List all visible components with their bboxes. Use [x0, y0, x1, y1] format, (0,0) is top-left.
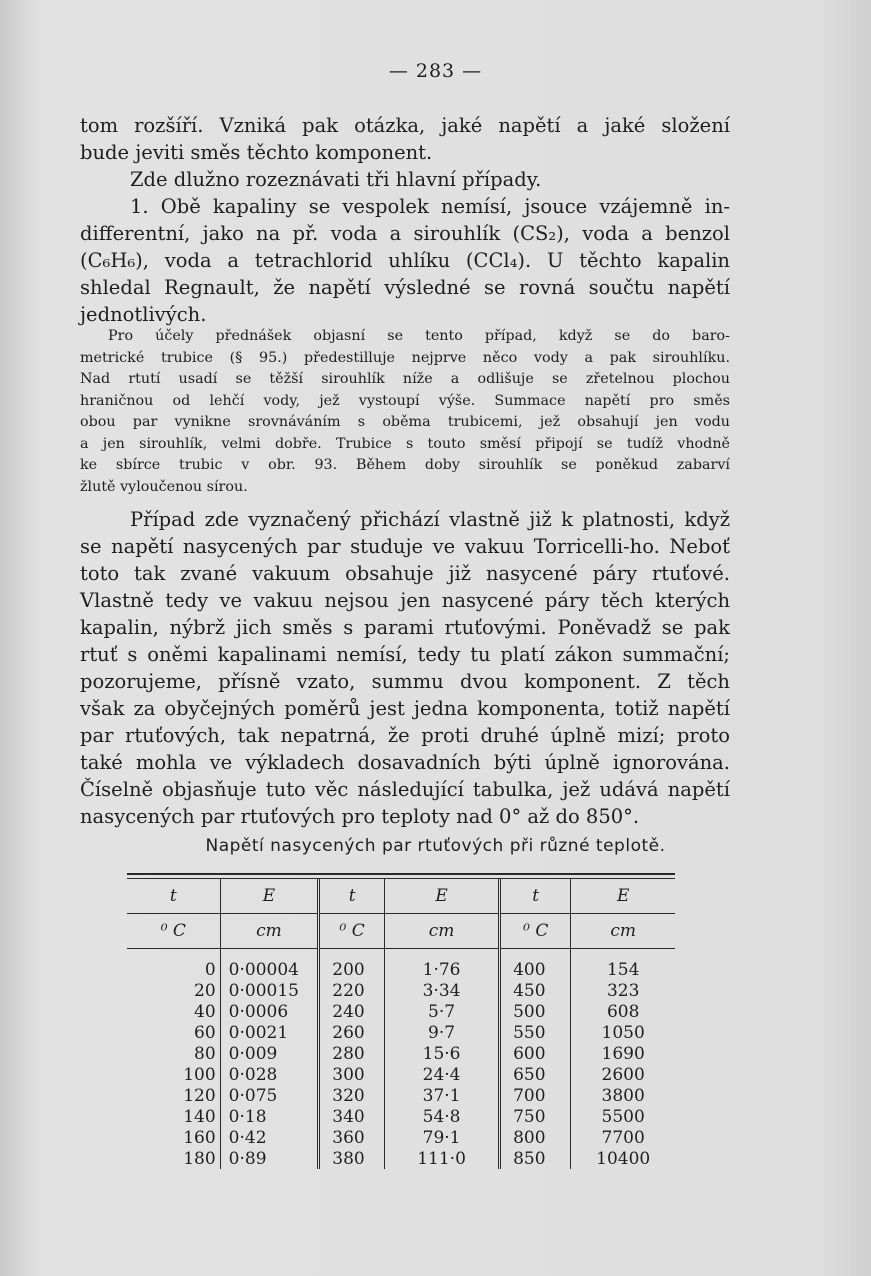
table-cell: 3·34: [385, 980, 500, 1001]
text-line: pozorujeme, přísně vzato, summu dvou komponent. Z těch: [80, 670, 730, 693]
table-cell: 0·009: [220, 1043, 319, 1064]
table-title: Napětí nasycených par rtuťových při různé teplotě.: [205, 836, 666, 856]
text-line: Zde dlužno rozeznávati tři hlavní případy.: [130, 168, 542, 191]
column-header: t: [500, 879, 571, 914]
table-cell: 0: [204, 959, 216, 980]
table-cell: 380: [319, 1148, 385, 1169]
small-paragraph: [80, 326, 730, 498]
table-cell: 111·0: [385, 1148, 500, 1169]
table-cell: 5500: [571, 1106, 675, 1127]
text-line: také mohla ve výkladech dosavadních býti úplně ignorována.: [80, 751, 730, 774]
unit-label: cm: [220, 914, 319, 949]
column-header: E: [220, 879, 319, 914]
column-header: t: [127, 879, 220, 914]
table-cell: 650: [500, 1064, 571, 1085]
column-header: t: [319, 879, 385, 914]
table-cell: 140: [183, 1106, 216, 1127]
table-cell: 80: [194, 1043, 216, 1064]
table-cell: 9·7: [385, 1022, 500, 1043]
text-line: shledal Regnault, že napětí výsledné se rovná součtu napětí: [80, 276, 730, 299]
table-cell: 20: [194, 980, 216, 1001]
unit-label: ⁰ C: [500, 914, 571, 949]
text-line: se napětí nasycených par studuje ve vakuu Torricelli-ho. Neboť: [80, 535, 730, 558]
table-row: [127, 1043, 675, 1064]
text-line: metrické trubice (§ 95.) předestilluje nejprve něco vody a pak sirouhlíku.: [80, 349, 730, 366]
table-cell: 0·0021: [220, 1022, 319, 1043]
text-line: par rtuťových, tak nepatrná, že proti druhé úplně mizí; proto: [80, 724, 730, 747]
text-line: ke sbírce trubic v obr. 93. Během doby sirouhlík se poněkud zabarví: [80, 457, 730, 473]
table-cell: 0·075: [220, 1085, 319, 1106]
text-line: Vlastně tedy ve vakuu nejsou jen nasycené páry těch kterých: [80, 589, 730, 612]
text-line: a jen sirouhlík, velmi dobře. Trubice s touto směsí připojí se tudíž vhodně: [80, 435, 730, 452]
text-line: rtuť s oněmi kapalinami nemísí, tedy tu platí zákon summační;: [80, 643, 730, 666]
text-line: differentní, jako na př. voda a sirouhlík (CS₂), voda a benzol: [80, 222, 730, 245]
table-cell: 500: [500, 1001, 571, 1022]
table-row: [127, 959, 675, 980]
table-cell: 154: [571, 959, 675, 980]
table-cell: 3800: [571, 1085, 675, 1106]
table-cell: 0·00015: [220, 980, 319, 1001]
text-line: žlutě vyloučenou sírou.: [80, 478, 248, 495]
table-cell: 160: [183, 1127, 216, 1148]
paragraph-4: [80, 506, 730, 830]
table-cell: 320: [319, 1085, 385, 1106]
text-line: Případ zde vyznačený přichází vlastně již k platnosti, když: [130, 508, 730, 531]
table-row: [127, 1001, 675, 1022]
table-cell: 260: [319, 1022, 385, 1043]
table-row: [127, 980, 675, 1001]
text-line: 1. Obě kapaliny se vespolek nemísí, jsouce vzájemně in-: [130, 195, 730, 218]
table-units-row: [127, 914, 675, 949]
table-cell: 100: [183, 1064, 216, 1085]
table-cell: 700: [500, 1085, 571, 1106]
table-cell: 340: [319, 1106, 385, 1127]
table-cell: 40: [194, 1001, 216, 1022]
table-cell: 180: [183, 1148, 216, 1169]
table-cell: 10400: [571, 1148, 675, 1169]
table-cell: 0·89: [220, 1148, 319, 1169]
table-cell: 550: [500, 1022, 571, 1043]
column-header: E: [571, 879, 675, 914]
table-separator: [127, 949, 675, 960]
text-line: však za obyčejných poměrů jest jedna komponenta, totiž napětí: [80, 697, 730, 720]
text-line: (C₆H₆), voda a tetrachlorid uhlíku (CCl₄). U těchto kapalin: [80, 249, 730, 272]
paragraph-2: [80, 166, 730, 193]
table-row: [127, 1064, 675, 1085]
table-cell: 240: [319, 1001, 385, 1022]
table-row: [127, 1127, 675, 1148]
page-number: — 283 —: [388, 60, 483, 82]
text-line: kapalin, nýbrž jich směs s parami rtuťovými. Poněvadž se pak: [80, 616, 730, 639]
unit-label: ⁰ C: [319, 914, 385, 949]
table-row: [127, 1085, 675, 1106]
table-cell: 1690: [571, 1043, 675, 1064]
table-cell: 300: [319, 1064, 385, 1085]
table-cell: 1·76: [385, 959, 500, 980]
text-line: Pro účely přednášek objasní se tento případ, když se do baro-: [108, 328, 730, 344]
table-row: [127, 1022, 675, 1043]
table-cell: 15·6: [385, 1043, 500, 1064]
text-line: jednotlivých.: [80, 303, 207, 326]
unit-label: cm: [571, 914, 675, 949]
text-line: Nad rtutí usadí se těžší sirouhlík níže a odlišuje se zřetelnou plochou: [80, 371, 730, 387]
table-cell: 24·4: [385, 1064, 500, 1085]
table-cell: 0·00004: [220, 959, 319, 980]
text-line: toto tak zvané vakuum obsahuje již nasycené páry rtuťové.: [80, 562, 730, 585]
table-cell: 450: [500, 980, 571, 1001]
table-cell: 200: [319, 959, 385, 980]
unit-label: cm: [385, 914, 500, 949]
text-line: hraničnou od lehčí vody, jež vystoupí výše. Summace napětí pro směs: [80, 392, 730, 409]
text-line: nasycených par rtuťových pro teploty nad 0° až do 850°.: [80, 805, 640, 828]
paragraph-1: [80, 112, 730, 166]
table-cell: 220: [319, 980, 385, 1001]
column-header: E: [385, 879, 500, 914]
table-cell: 608: [571, 1001, 675, 1022]
table-cell: 750: [500, 1106, 571, 1127]
table-cell: 79·1: [385, 1127, 500, 1148]
table-cell: 0·028: [220, 1064, 319, 1085]
table-cell: 120: [183, 1085, 216, 1106]
table-rule: [127, 873, 675, 875]
unit-label: ⁰ C: [160, 921, 186, 941]
table-cell: 1050: [571, 1022, 675, 1043]
table-cell: 54·8: [385, 1106, 500, 1127]
table-row: [127, 1106, 675, 1127]
table-cell: 400: [500, 959, 571, 980]
table-cell: 600: [500, 1043, 571, 1064]
text-line: bude jeviti směs těchto komponent.: [80, 141, 433, 164]
table-cell: 60: [194, 1022, 216, 1043]
table-cell: 0·42: [220, 1127, 319, 1148]
table-cell: 37·1: [385, 1085, 500, 1106]
table-header-row: [127, 879, 675, 914]
text-line: obou par vynikne srovnáváním s oběma trubicemi, jež obsahují jen vodu: [80, 414, 730, 430]
paragraph-3: [80, 193, 730, 328]
vapor-pressure-table: [127, 873, 675, 1169]
table-cell: 360: [319, 1127, 385, 1148]
table-cell: 7700: [571, 1127, 675, 1148]
table-cell: 2600: [571, 1064, 675, 1085]
table-cell: 800: [500, 1127, 571, 1148]
table-cell: 280: [319, 1043, 385, 1064]
table-cell: 850: [500, 1148, 571, 1169]
text-line: tom rozšíří. Vzniká pak otázka, jaké napětí a jaké složení: [80, 114, 730, 137]
table-cell: 0·18: [220, 1106, 319, 1127]
table-row: [127, 1148, 675, 1169]
table-cell: 323: [571, 980, 675, 1001]
text-line: Číselně objasňuje tuto věc následující tabulka, jež udává napětí: [80, 778, 730, 801]
table-cell: 0·0006: [220, 1001, 319, 1022]
table-cell: 5·7: [385, 1001, 500, 1022]
